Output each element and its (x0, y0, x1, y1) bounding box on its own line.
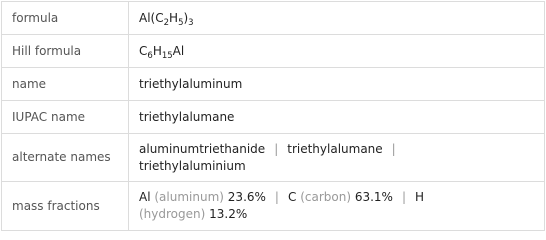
hill-subscript: 15 (161, 50, 173, 61)
table-row-mass-fractions (2, 182, 545, 231)
separator: | (391, 141, 396, 156)
formula-part: Al(C (139, 10, 164, 25)
row-label-iupac-name: IUPAC name (2, 101, 129, 134)
formula-subscript: 2 (163, 17, 170, 28)
mass-fractions-value (129, 182, 545, 231)
element-symbol: H (415, 190, 425, 204)
table-row-formula (2, 2, 545, 35)
properties-table (1, 1, 545, 231)
table-row-hill-formula (2, 35, 545, 68)
row-label-hill-formula: Hill formula (2, 35, 129, 68)
row-label-formula: formula (2, 2, 129, 35)
mass-percent: 13.2% (209, 207, 248, 221)
alternate-name: triethylalumane (287, 141, 383, 156)
element-symbol: Al (139, 190, 151, 204)
formula-part: H (169, 10, 179, 25)
iupac-name-value: triethylalumane (129, 101, 545, 134)
name-value: triethylaluminum (129, 68, 545, 101)
alternate-names-value (129, 134, 545, 182)
element-symbol: C (287, 190, 297, 204)
formula-part: ) (183, 10, 189, 25)
formula-subscript: 3 (188, 17, 194, 28)
separator: | (274, 141, 279, 156)
mass-percent: 23.6% (227, 190, 266, 204)
alternate-name: triethylaluminium (139, 158, 246, 173)
formula-value (129, 2, 545, 35)
hill-subscript: 6 (147, 50, 153, 61)
separator: | (274, 190, 279, 204)
hill-part: H (152, 43, 162, 58)
element-name: (hydrogen) (139, 207, 206, 221)
table-row-iupac-name (2, 101, 545, 134)
table-row-name (2, 68, 545, 101)
mass-percent: 63.1% (354, 190, 393, 204)
element-name: (carbon) (300, 190, 351, 204)
row-label-mass-fractions: mass fractions (2, 182, 129, 231)
alternate-name: aluminumtriethanide (139, 141, 266, 156)
separator: | (401, 190, 406, 204)
row-label-alternate-names: alternate names (2, 134, 129, 182)
formula-subscript: 5 (178, 17, 184, 28)
element-name: (aluminum) (154, 190, 224, 204)
hill-part: Al (172, 43, 185, 58)
hill-formula-value (129, 35, 545, 68)
row-label-name: name (2, 68, 129, 101)
hill-part: C (139, 43, 148, 58)
table-row-alternate-names (2, 134, 545, 182)
